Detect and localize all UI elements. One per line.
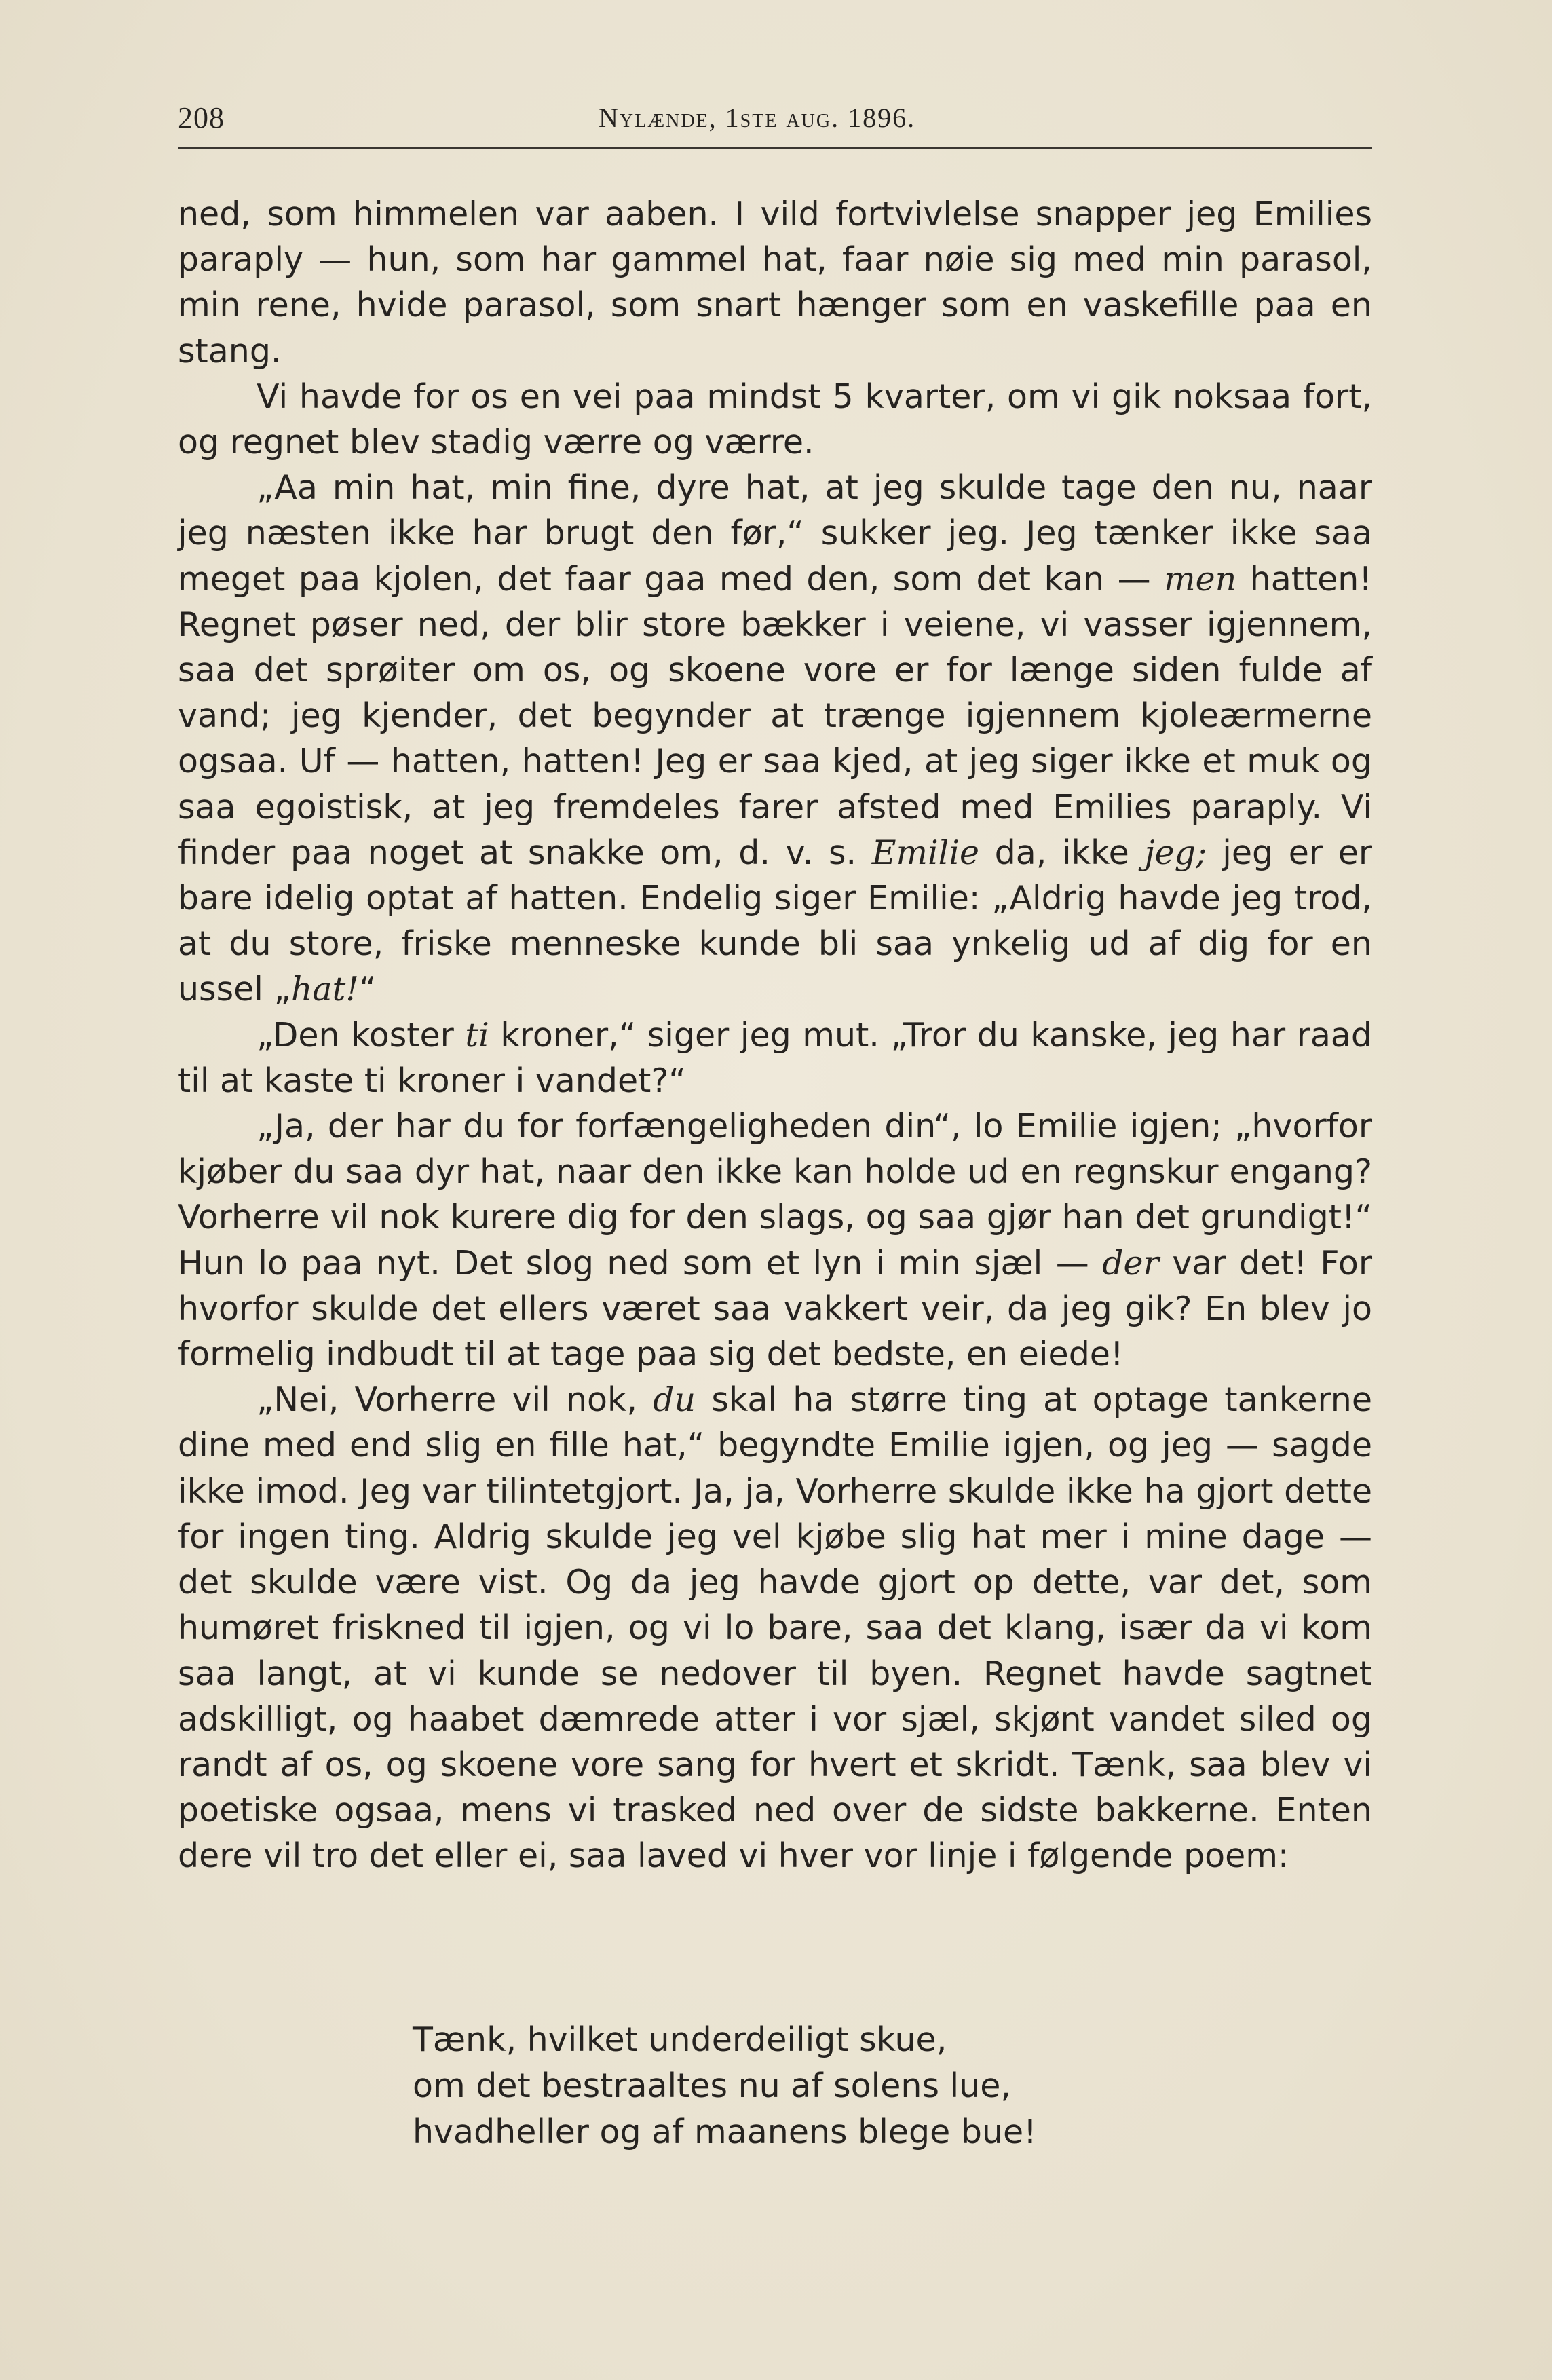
text-run: skal ha større ting at optage tankerne dine med end slig en fille hat,“ begyndte Emilie igjen, og jeg — sagde ikke imod. Jeg var tilintetgjort. Ja, ja, Vorherre skulde ikke ha gjort dette for ingen ting. Aldrig skulde jeg vel kjøbe slig hat mer i mine dage — det skulde være vist. Og da jeg havde gjort op dette, var det, som humøret friskned til igjen, og vi lo bare, saa det klang, især da vi kom saa langt, at vi kunde se nedover til byen. Regnet havde sagtnet adskilligt, og haabet dæmrede atter i vor sjæl, skjønt vandet siled og randt af os, og skoene vore sang for hvert et skridt. Tænk, saa blev vi poetiske ogsaa, mens vi trasked ned over de sidste bakkerne. Enten dere vil tro det eller ei, saa laved vi hver vor linje i følgende poem:	[178, 1380, 1372, 1876]
emphasis-text: hat!	[290, 970, 359, 1009]
text-run: hatten! Regnet pøser ned, der blir store bækker i veiene, vi vasser igjennem, saa det sprøiter om os, og skoene vore er for længe siden fulde af vand; jeg kjender, det begynder at trænge igjennem kjoleærmerne ogsaa. Uf — hatten, hatten! Jeg er saa kjed, at jeg siger ikke et muk og saa egoistisk, at jeg fremdeles farer afsted med Emilies paraply. Vi finder paa noget at snakke om, d. v. s.	[178, 559, 1372, 872]
emphasis-text: du	[653, 1380, 696, 1420]
text-run: da, ikke	[979, 833, 1145, 872]
text-run: “	[359, 970, 377, 1009]
poem-line: om det bestraaltes nu af solens lue,	[413, 2066, 1011, 2105]
page-number: 208	[178, 101, 225, 134]
poem-line: hvadheller og af maanens blege bue!	[413, 2113, 1037, 2151]
header-rule	[178, 147, 1372, 149]
text-run: var det! For hvorfor skulde det ellers været saa vakkert veir, da jeg gik? En blev jo formelig indbudt til at tage paa sig det bedste, en eiede!	[178, 1243, 1372, 1374]
paragraph	[178, 191, 1372, 374]
text-run: Vi havde for os en vei paa mindst 5 kvarter, om vi gik noksaa fort, og regnet blev stadig værre og værre.	[178, 377, 1372, 462]
text-run: kroner,“ siger jeg mut. „Tror du kanske, jeg har raad til at kaste ti kroner i vandet?“	[178, 1015, 1372, 1100]
emphasis-text: jeg;	[1144, 833, 1207, 872]
poem-stanza	[413, 2017, 1037, 2155]
text-run: ned, som himmelen var aaben. I vild fortvivlelse snapper jeg Emilies paraply — hun, som har gammel hat, faar nøie sig med min parasol, min rene, hvide parasol, som snart hænger som en vaskefille paa en stang.	[178, 195, 1372, 371]
emphasis-text: der	[1102, 1243, 1159, 1283]
text-run: „Aa min hat, min fine, dyre hat, at jeg skulde tage den nu, naar jeg næsten ikke har brugt den før,“ sukker jeg. Jeg tænker ikke saa meget paa kjolen, det faar gaa med den, som det kan —	[178, 468, 1372, 599]
paragraph	[178, 1377, 1372, 1878]
text-run: „Nei, Vorherre vil nok,	[257, 1380, 654, 1420]
text-run: „Ja, der har du for forfængeligheden din“, lo Emilie igjen; „hvorfor kjøber du saa dyr hat, naar den ikke kan holde ud en regnskur engang? Vorherre vil nok kurere dig for den slags, og saa gjør han det grundigt!“ Hun lo paa nyt. Det slog ned som et lyn i min sjæl —	[178, 1107, 1372, 1283]
emphasis-text: Emilie	[871, 833, 980, 872]
running-head: Nylænde, 1ste aug. 1896.	[599, 102, 916, 133]
emphasis-text: ti	[465, 1015, 489, 1055]
body-text	[178, 191, 1372, 1879]
paragraph	[178, 374, 1372, 465]
paragraph	[178, 1103, 1372, 1377]
paragraph	[178, 465, 1372, 1012]
text-run: „Den koster	[257, 1015, 466, 1055]
poem-line: Tænk, hvilket underdeiligt skue,	[413, 2020, 947, 2059]
text-run: jeg er er bare idelig optat af hatten. Endelig siger Emilie: „Aldrig havde jeg trod, at du store, friske menneske kunde bli saa ynkelig ud af dig for en ussel „	[178, 833, 1372, 1009]
paragraph	[178, 1013, 1372, 1103]
page-header	[178, 95, 1372, 149]
emphasis-text: men	[1164, 559, 1237, 599]
